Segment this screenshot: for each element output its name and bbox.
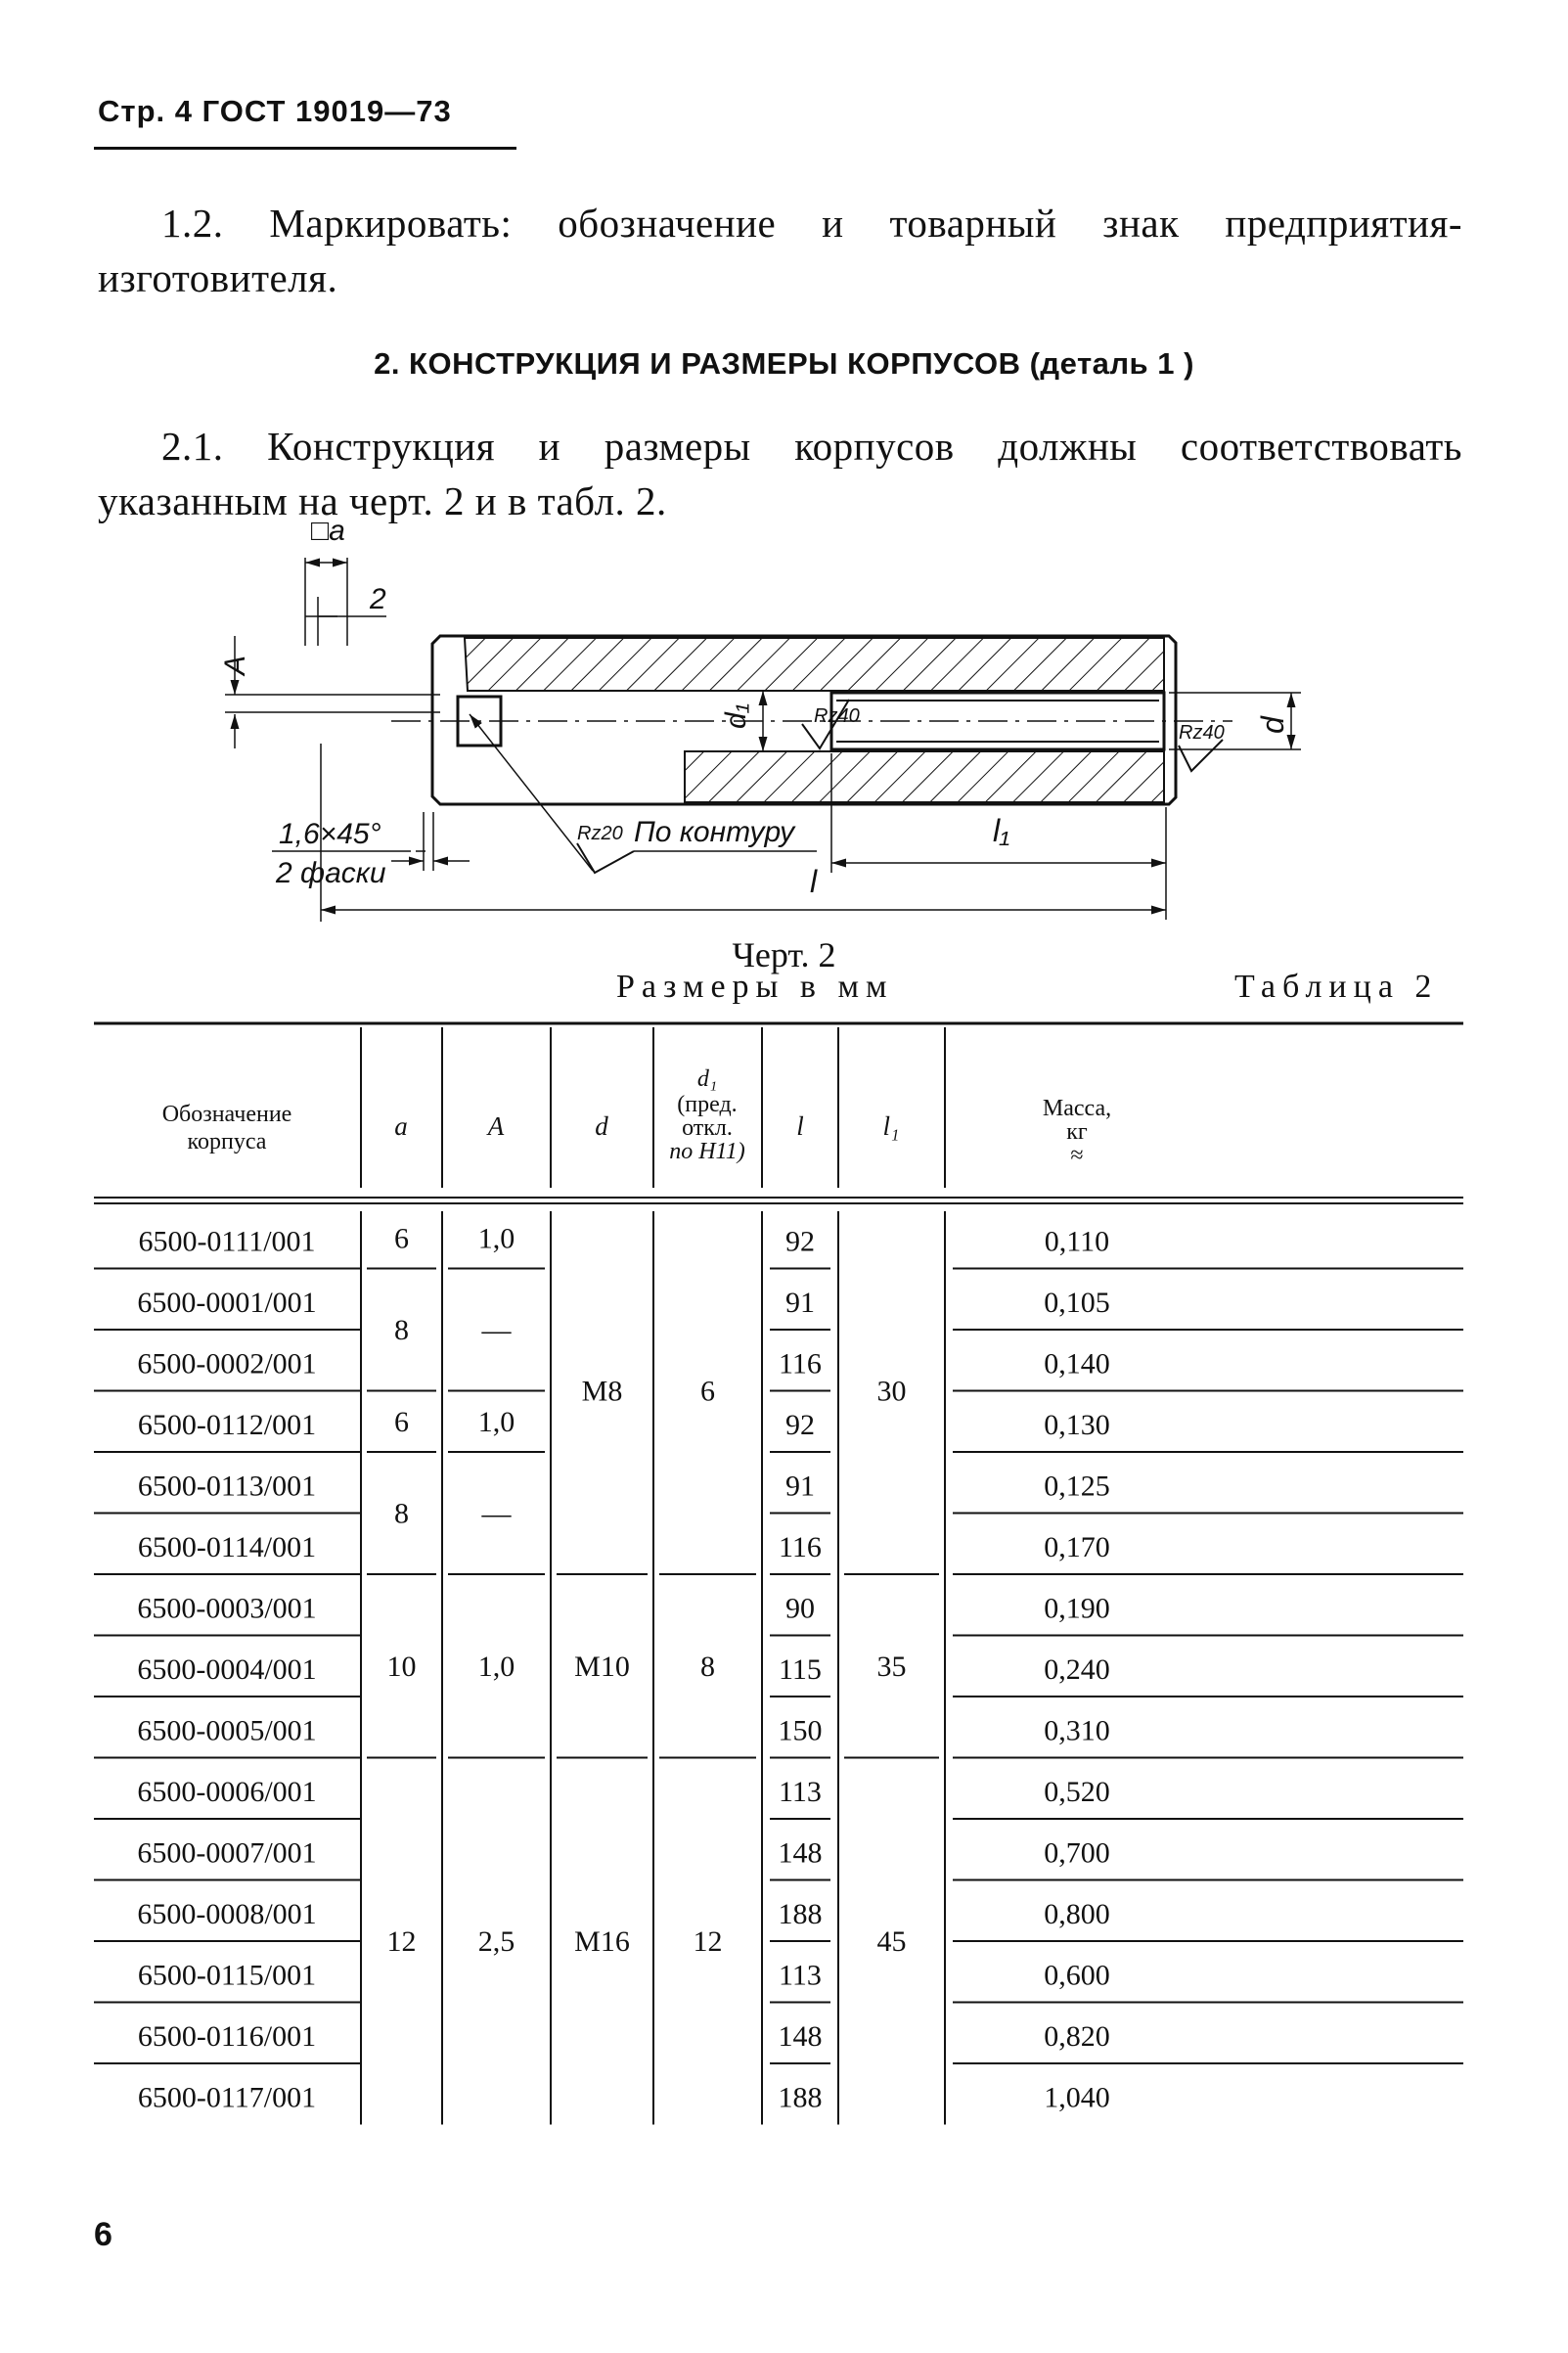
cell-mass: 0,190	[1044, 1592, 1110, 1625]
cell-designation: 6500-0005/001	[137, 1714, 317, 1747]
cell-l: 91	[785, 1470, 815, 1503]
label-dim-2: 2	[370, 583, 386, 615]
label-dim-d1: d₁	[720, 702, 752, 729]
header-rule	[94, 147, 516, 150]
cell-l: 188	[778, 1898, 823, 1930]
paragraph-1-2	[98, 196, 1462, 305]
cell-mass: 0,130	[1044, 1409, 1110, 1441]
cell-designation: 6500-0117/001	[137, 2081, 317, 2114]
cell-designation: 6500-0115/001	[137, 1959, 317, 1992]
cell-l: 116	[779, 1347, 822, 1380]
cell-designation: 6500-0006/001	[137, 1776, 317, 1808]
header-designation: корпуса	[187, 1129, 267, 1154]
cell-l: 150	[778, 1714, 823, 1747]
cell-l: 116	[779, 1531, 822, 1563]
cell-mass: 0,170	[1044, 1531, 1110, 1563]
table-label: Таблица 2	[1234, 969, 1439, 1005]
cell-A: —	[481, 1314, 512, 1346]
cell-designation: 6500-0007/001	[137, 1836, 317, 1870]
drawing-caption: Черт. 2	[732, 935, 836, 974]
cell-l: 92	[785, 1409, 815, 1441]
chamfer-leaders	[391, 812, 470, 871]
cell-l: 92	[785, 1225, 815, 1258]
cell-mass: 1,040	[1044, 2081, 1110, 2114]
cell-mass: 0,105	[1044, 1287, 1110, 1319]
label-chamfer-note: 2 фаски	[276, 857, 386, 889]
header-designation: Обозначение	[161, 1102, 292, 1127]
cell-designation: 6500-0004/001	[137, 1653, 317, 1686]
cell-a: 6	[394, 1405, 409, 1438]
cell-l: 148	[778, 2020, 823, 2053]
cell-designation: 6500-0003/001	[137, 1592, 317, 1625]
contour-leader	[470, 714, 593, 871]
cell-mass: 0,800	[1044, 1898, 1110, 1930]
header-mass: ≈	[1070, 1143, 1084, 1168]
units-note: Размеры в мм	[616, 969, 894, 1005]
cell-mass: 0,125	[1044, 1470, 1110, 1503]
paragraph-2-1-line2: указанным на черт. 2 и в табл. 2.	[98, 478, 667, 523]
cell-l1: 35	[876, 1650, 907, 1683]
cell-d1: 6	[700, 1375, 715, 1408]
cell-l: 91	[785, 1287, 815, 1319]
cell-d: M8	[581, 1375, 623, 1408]
paragraph-1-2-line2: изготовителя.	[98, 255, 338, 300]
cell-d: M10	[574, 1650, 630, 1683]
cell-l1: 45	[876, 1925, 907, 1958]
cell-designation: 6500-0008/001	[137, 1898, 317, 1930]
table-text	[137, 1066, 1111, 2114]
cell-designation: 6500-0116/001	[137, 2020, 317, 2053]
cell-d: M16	[574, 1925, 630, 1958]
header-A: A	[487, 1111, 505, 1141]
cell-l1: 30	[876, 1375, 907, 1408]
cell-A: —	[481, 1497, 512, 1530]
label-dim-l1: l₁	[993, 813, 1010, 848]
cell-a: 12	[386, 1925, 417, 1958]
dim-square-a	[305, 558, 347, 646]
cell-mass: 0,110	[1044, 1225, 1110, 1258]
cell-mass: 0,520	[1044, 1776, 1110, 1808]
label-chamfer: 1,6×45°	[279, 818, 381, 850]
part-drawing	[219, 515, 1321, 929]
cell-designation: 6500-0113/001	[137, 1470, 317, 1503]
header-d1: по H11)	[669, 1139, 745, 1164]
roughness-outer	[1179, 740, 1223, 771]
cell-l: 113	[779, 1959, 822, 1992]
paragraph-2-1-line1: 2.1. Конструкция и размеры корпусов должны соответствовать	[161, 424, 1462, 469]
cell-mass: 0,310	[1044, 1714, 1110, 1747]
page-header: Стр. 4 ГОСТ 19019—73	[98, 94, 452, 128]
cell-mass: 0,600	[1044, 1959, 1110, 1992]
hatched-bottom-wall	[685, 751, 1164, 802]
cell-a: 8	[394, 1497, 409, 1530]
header-l1: l₁	[882, 1111, 900, 1141]
cell-A: 1,0	[477, 1650, 515, 1683]
cell-l: 90	[785, 1592, 815, 1625]
cell-mass: 0,240	[1044, 1653, 1110, 1686]
cell-A: 2,5	[477, 1925, 515, 1958]
dimensions-table	[94, 1016, 1463, 2180]
cell-A: 1,0	[477, 1405, 515, 1438]
header-mass: кг	[1066, 1119, 1088, 1145]
section-title: 2. КОНСТРУКЦИЯ И РАЗМЕРЫ КОРПУСОВ (деталь 1 )	[374, 346, 1194, 381]
label-square-a: □a	[311, 515, 345, 547]
cell-mass: 0,820	[1044, 2020, 1110, 2053]
cell-A: 1,0	[477, 1222, 515, 1255]
paragraph-1-2-line1: 1.2. Маркировать: обозначение и товарный знак предприятия-	[161, 201, 1462, 246]
cell-a: 10	[386, 1650, 417, 1683]
cell-designation: 6500-0002/001	[137, 1347, 317, 1380]
header-d1: (пред.	[677, 1092, 738, 1117]
label-dim-l: l	[810, 864, 818, 899]
cell-a: 8	[394, 1314, 409, 1346]
cell-d1: 8	[700, 1650, 715, 1683]
dim-A	[225, 636, 440, 748]
hatched-top-wall	[465, 638, 1164, 691]
label-contour: По контуру	[634, 816, 795, 848]
cell-a: 6	[394, 1222, 409, 1255]
cell-designation: 6500-0112/001	[137, 1409, 317, 1441]
cell-mass: 0,700	[1044, 1836, 1110, 1870]
cell-l: 148	[778, 1836, 823, 1870]
header-d1: d₁	[696, 1066, 718, 1092]
cell-l: 115	[779, 1653, 822, 1686]
cell-l: 188	[778, 2081, 823, 2114]
label-rz20: Rz20	[577, 823, 623, 844]
header-d1: откл.	[682, 1115, 733, 1141]
label-dim-d: d	[1255, 716, 1290, 734]
label-rz40-inner: Rz40	[814, 705, 860, 727]
header-l: l	[796, 1111, 804, 1141]
cell-designation: 6500-0111/001	[138, 1225, 316, 1258]
header-mass: Масса,	[1042, 1096, 1112, 1121]
label-rz40-outer: Rz40	[1179, 722, 1225, 744]
paragraph-2-1	[98, 419, 1462, 528]
cell-designation: 6500-0114/001	[137, 1531, 317, 1563]
cell-designation: 6500-0001/001	[137, 1287, 317, 1319]
header-d: d	[595, 1111, 608, 1141]
cell-d1: 12	[693, 1925, 723, 1958]
label-dim-A: A	[219, 655, 251, 675]
page-number: 6	[94, 2216, 112, 2253]
cell-mass: 0,140	[1044, 1347, 1110, 1380]
header-a: a	[394, 1111, 408, 1141]
cell-l: 113	[779, 1776, 822, 1808]
roughness-contour	[577, 843, 634, 873]
